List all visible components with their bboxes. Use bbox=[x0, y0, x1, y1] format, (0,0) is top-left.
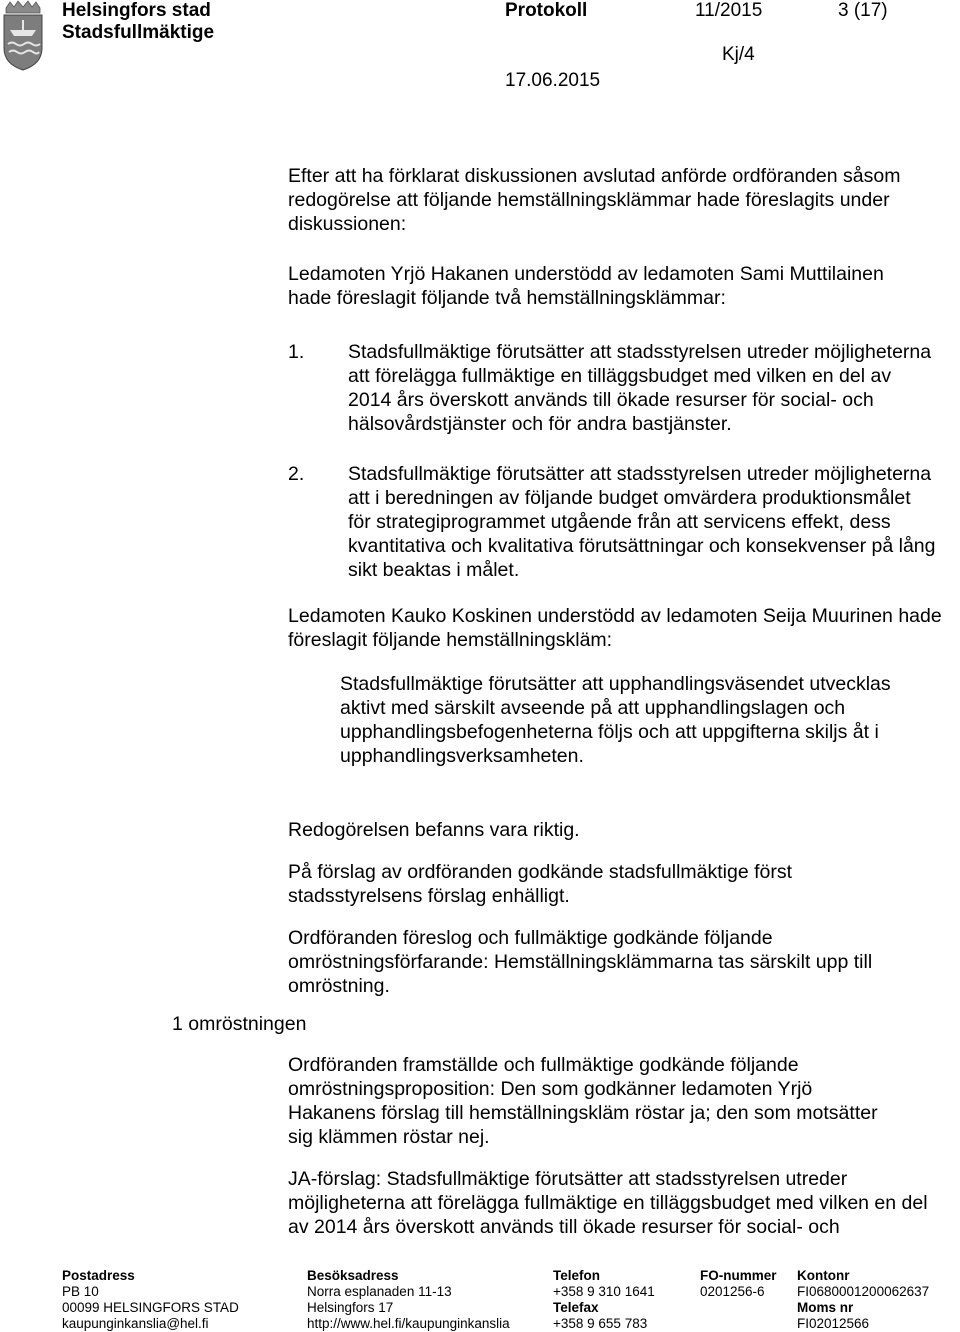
correctness-paragraph: Redogörelsen befanns vara riktig. bbox=[288, 819, 580, 841]
account-value: FI0680001200062637 bbox=[797, 1284, 930, 1299]
intro-paragraph: Efter att ha förklarat diskussionen avslutad anförde ordföranden såsom redogörelse att följande hemställningsklämmar hade föreslagits under diskussionen: bbox=[288, 165, 901, 235]
list-item bbox=[288, 340, 948, 436]
proposal-paragraph: På förslag av ordföranden godkände stadsfullmäktige först stadsstyrelsens förslag enhälligt. bbox=[288, 861, 793, 907]
decision-block bbox=[288, 818, 943, 998]
motion1-intro: Ledamoten Yrjö Hakanen understödd av ledamoten Sami Muttilainen hade föreslagit följande två hemställningsklämmar: bbox=[288, 263, 884, 309]
item-number: 2. bbox=[288, 463, 305, 485]
postal-email[interactable]: kaupunginkanslia@hel.fi bbox=[62, 1316, 209, 1331]
item-number: 1. bbox=[288, 341, 305, 363]
meeting-date: 17.06.2015 bbox=[505, 70, 601, 91]
ja-proposal-paragraph: JA-förslag: Stadsfullmäktige förutsätter att stadsstyrelsen utreder möjligheterna att förelägga fullmäktige en tilläggsbudget med vilken en del av 2014 års överskott används till ökade resurser för social- och bbox=[288, 1168, 928, 1238]
helsinki-coat-of-arms-logo bbox=[0, 0, 46, 72]
postal-line1: PB 10 bbox=[62, 1284, 99, 1299]
phone-value: +358 9 310 1641 bbox=[553, 1284, 655, 1299]
item-text: Stadsfullmäktige förutsätter att stadsstyrelsen utreder möjligheterna att i beredningen av följande budget omvärdera produktionsmålet för strategiprogrammet utgående från att servicens effekt, dess kvantitativa och kvalitativa förutsättningar och konsekvenser på lång sikt beaktas i målet. bbox=[348, 463, 936, 581]
visit-label: Besöksadress bbox=[307, 1268, 399, 1283]
visit-line2: Helsingfors 17 bbox=[307, 1300, 394, 1315]
body-name: Stadsfullmäktige bbox=[62, 22, 215, 43]
protocol-number: 11/2015 bbox=[695, 0, 763, 21]
side-label: 1 omröstningen bbox=[172, 1013, 307, 1035]
vat-label: Moms nr bbox=[797, 1300, 854, 1315]
postal-line2: 00099 HELSINGFORS STAD bbox=[62, 1300, 239, 1315]
main-content bbox=[288, 164, 948, 768]
doc-type: Protokoll bbox=[505, 0, 588, 21]
motion2-text: Stadsfullmäktige förutsätter att upphandlingsväsendet utvecklas aktivt med särskilt avseende på att upphandlingslagen och upphandlingsbefogenheterna följs och att uppgifterna skiljs åt i upphandlingsverksamheten. bbox=[340, 673, 891, 767]
visit-line1: Norra esplanaden 11-13 bbox=[307, 1284, 452, 1299]
fo-label: FO-nummer bbox=[700, 1268, 777, 1283]
org-name: Helsingfors stad bbox=[62, 0, 211, 21]
account-label: Kontonr bbox=[797, 1268, 850, 1283]
visit-url[interactable]: http://www.hel.fi/kaupunginkanslia bbox=[307, 1316, 510, 1331]
procedure-paragraph: Ordföranden föreslog och fullmäktige godkände följande omröstningsförfarande: Hemställningsklämmarna tas särskilt upp till omröstning. bbox=[288, 927, 873, 997]
section-code: Kj/4 bbox=[722, 44, 755, 65]
motion2-intro: Ledamoten Kauko Koskinen understödd av ledamoten Seija Muurinen hade föreslagit följande hemställningskläm: bbox=[288, 605, 942, 651]
footer-phone bbox=[553, 1268, 655, 1332]
page-number: 3 (17) bbox=[838, 0, 888, 21]
vat-value: FI02012566 bbox=[797, 1316, 870, 1331]
list-item bbox=[288, 462, 948, 582]
postal-label: Postadress bbox=[62, 1268, 135, 1283]
item-text: Stadsfullmäktige förutsätter att stadsstyrelsen utreder möjligheterna att förelägga fullmäktige en tilläggsbudget med vilken en del av 2014 års överskott används till ökade resurser för social- och hälsovårdstjänster och för andra bastjänster. bbox=[348, 341, 932, 435]
fo-value: 0201256-6 bbox=[700, 1284, 765, 1299]
footer-postal bbox=[62, 1268, 239, 1332]
footer-fo bbox=[700, 1268, 777, 1300]
footer-visit bbox=[307, 1268, 510, 1332]
footer-account bbox=[797, 1268, 929, 1332]
vote-block bbox=[288, 1053, 948, 1239]
fax-label: Telefax bbox=[553, 1300, 599, 1315]
phone-label: Telefon bbox=[553, 1268, 600, 1283]
proposition-paragraph: Ordföranden framställde och fullmäktige godkände följande omröstningsproposition: Den som godkänner ledamoten Yrjö Hakanens förslag till hemställningskläm röstar ja; den som motsätter sig klämmen röstar nej. bbox=[288, 1054, 878, 1148]
fax-value: +358 9 655 783 bbox=[553, 1316, 648, 1331]
